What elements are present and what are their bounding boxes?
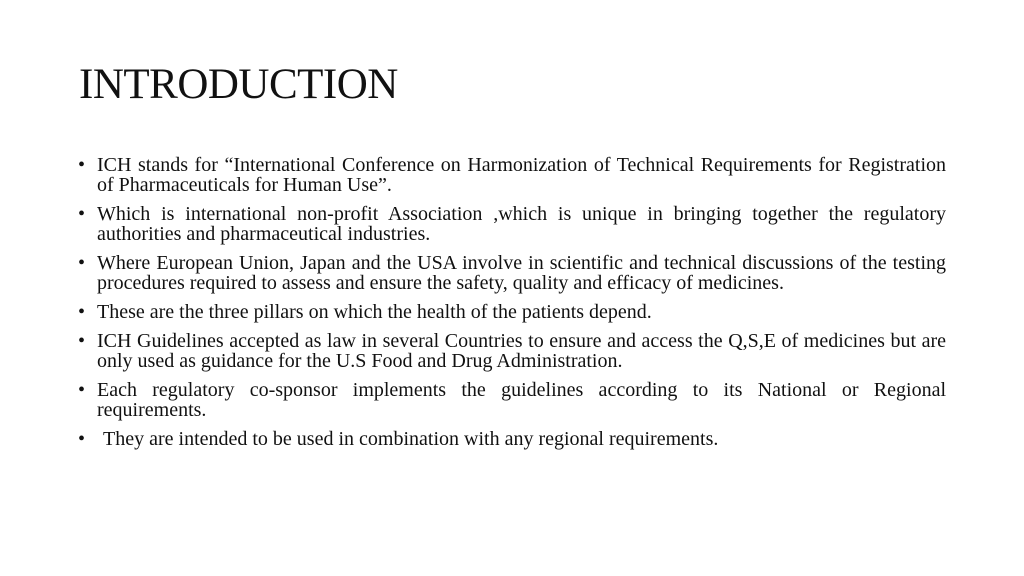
bullet-text: Each regulatory co-sponsor implements the guidelines according to its National or Regional requirements. [97, 379, 946, 421]
bullet-text: Which is international non-profit Association ,which is unique in bringing together the regulatory authorities and pharmaceutical industries. [97, 203, 946, 245]
bullet-item [78, 380, 946, 420]
bullet-marker: • [78, 154, 86, 176]
bullet-marker: • [78, 203, 86, 225]
slide-title: INTRODUCTION [79, 61, 398, 108]
bullet-text: ICH stands for “International Conference on Harmonization of Technical Requirements for Registration of Pharmaceuticals for Human Use”. [97, 154, 946, 196]
bullet-list [78, 155, 946, 458]
bullet-item [78, 253, 946, 293]
bullet-marker: • [78, 330, 86, 352]
bullet-item [78, 331, 946, 371]
bullet-text: They are intended to be used in combination with any regional requirements. [103, 428, 719, 450]
bullet-text: These are the three pillars on which the health of the patients depend. [97, 301, 652, 323]
bullet-item [78, 302, 946, 322]
bullet-item [78, 155, 946, 195]
bullet-marker: • [78, 379, 86, 401]
bullet-marker: • [78, 428, 86, 450]
bullet-item [78, 204, 946, 244]
bullet-text: ICH Guidelines accepted as law in several Countries to ensure and access the Q,S,E of medicines but are only used as guidance for the U.S Food and Drug Administration. [97, 330, 946, 372]
bullet-marker: • [78, 301, 86, 323]
bullet-item [78, 429, 946, 449]
bullet-text: Where European Union, Japan and the USA involve in scientific and technical discussions of the testing procedures required to assess and ensure the safety, quality and efficacy of medicines. [97, 252, 946, 294]
bullet-marker: • [78, 252, 86, 274]
